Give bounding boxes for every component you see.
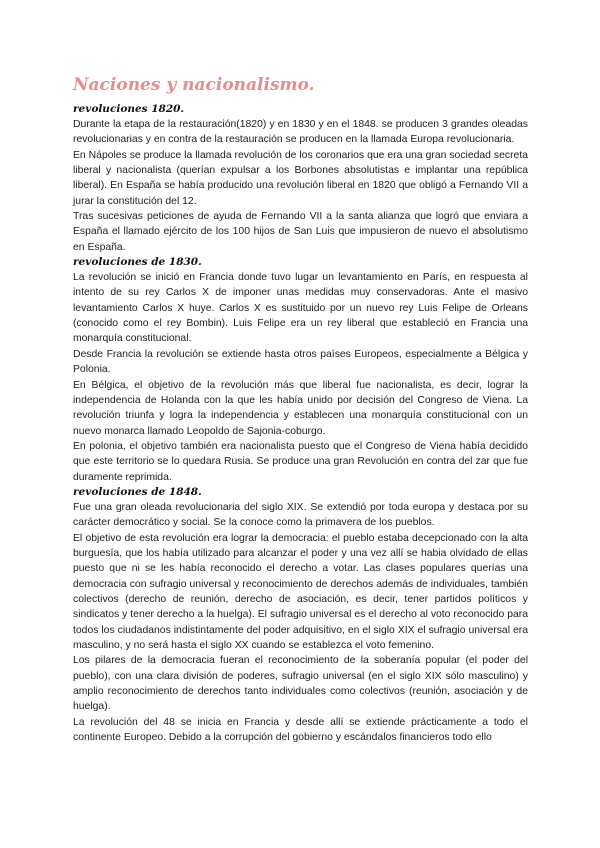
paragraph: El objetivo de esta revolución era lograr la democracia: el pueblo estaba decepcionado con la alta burguesía, que los había utilizado para alcanzar el poder y una vez allí se habia olvidado de ellas puesto que ni se les había reconocido el derecho a votar. Las clases populares querías una democracia con sufragio universal y reconocimiento de derechos además de individuales, también colectivos (derecho de reunión, derecho de asociación, es decir, tener partidos políticos y sindicatos y tener derecho a la huelga). El sufragio universal es el derecho al voto reconocido para todos los ciudadanos indistintamente del poder adquisitivo, en el siglo XIX el sufragio universal era masculino, y no será hasta el siglo XX cuando se establezca el voto femenino. (73, 532, 528, 651)
paragraph: En polonia, el objetivo también era nacionalista puesto que el Congreso de Viena había decidido que este territorio se lo quedara Rusia. Se produce una gran Revolución en contra del zar que fue duramente reprimida. (73, 440, 528, 483)
paragraph: Fue una gran oleada revolucionaria del siglo XIX. Se extendió por toda europa y destaca por su carácter democrático y social. Se la conoce como la primavera de los pueblos. (73, 501, 528, 529)
paragraph: Durante la etapa de la restauración(1820) y en 1830 y en el 1848. se producen 3 grandes oleadas revolucionarias y en contra de la restauración se producen en la llamada Europa revolucionaria. (73, 119, 528, 146)
page-title: Naciones y nacionalismo. (73, 75, 315, 95)
paragraph: La revolución del 48 se inicia en Francia y desde allí se extiende prácticamente a todo el continente Europeo. Debido a la corrupción del gobierno y escándalos financieros todo ello (73, 716, 528, 744)
paragraph: Tras sucesivas peticiones de ayuda de Fernando VII a la santa alianza que logró que enviara a España el llamado ejército de los 100 hijos de San Luis que impusieron de nuevo el absolutismo en España. (73, 211, 528, 253)
paragraph: En Nápoles se produce la llamada revolución de los coronarios que era una gran sociedad secreta liberal y nacionalista (querían expulsar a los Borbones absolutistas e implantar una república liberal). En España se había producido una revolución liberal en 1820 que obligó a Fernando VII a jurar la constitución del 12. (73, 149, 528, 207)
paragraph: En Bélgica, el objetivo de la revolución más que liberal fue nacionalista, es decir, lograr la independencia de Holanda con la que les había unido por decisión del Congreso de Viena. La revolución triunfa y logra la independencia y establecen una monarquía constitucional con un nuevo monarca llamado Leopoldo de Sajonia-coburgo. (73, 379, 528, 437)
paragraph: La revolución se inició en Francia donde tuvo lugar un levantamiento en París, en respuesta al intento de su rey Carlos X de imponer unas medidas muy conservadoras. Ante el masivo levantamiento Carlos X huye. Carlos X es sustituido por un nuevo rey Luis Felipe de Orleans (conocido como el rey Bombin). Luis Felipe era un rey liberal que estableció en Francia una monarquía constitucional. (73, 272, 528, 345)
section-heading: revoluciones de 1848. (73, 485, 202, 498)
paragraph: Desde Francia la revolución se extiende hasta otros países Europeos, especialmente a Bélgica y Polonia. (73, 348, 528, 376)
section-1830 (73, 255, 528, 485)
paragraph: Los pilares de la democracia fueran el reconocimiento de la soberanía popular (el poder del pueblo), con una clara división de poderes, sufragio universal (en el siglo XIX sólo masculino) y amplio reconocimiento de derechos tanto individuales como colectivos (reunión, asociación y de huelga). (73, 655, 528, 713)
section-heading: revoluciones 1820. (73, 103, 185, 115)
section-1848 (73, 485, 528, 746)
section-heading: revoluciones de 1830. (73, 256, 202, 269)
section-1820 (73, 102, 528, 255)
